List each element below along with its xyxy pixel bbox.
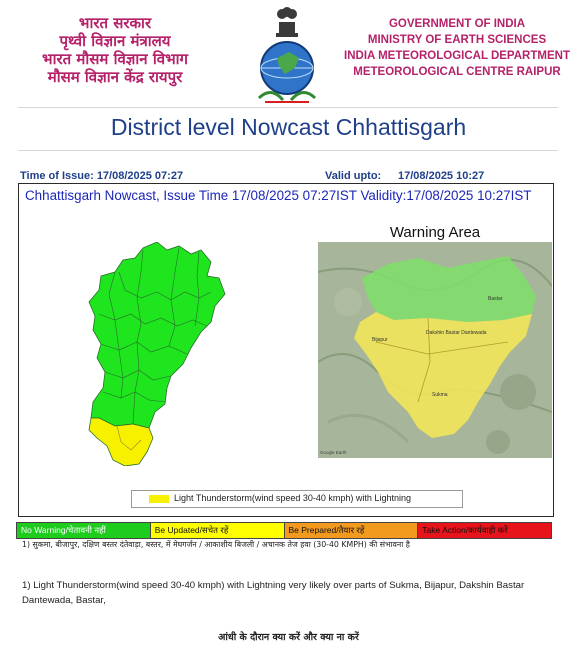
green-region [89, 242, 225, 428]
english-org-block [342, 16, 572, 80]
english-forecast-note: 1) Light Thunderstorm(wind speed 30-40 kmph) with Lightning very likely over parts of Sukma, Bijapur, Dakshin Bastar Dantewada, Bastar, [22, 580, 525, 606]
hindi-org-line-4: मौसम विज्ञान केंद्र रायपुर [47, 68, 183, 86]
english-org-line-2: MINISTRY OF EARTH SCIENCES [367, 34, 547, 46]
legend-text: Light Thunderstorm(wind speed 30-40 kmph) with Lightning [174, 493, 411, 503]
legend-box [131, 490, 463, 508]
valid-upto-value: 17/08/2025 10:27 [398, 170, 485, 182]
warning-area-title: Warning Area [389, 224, 481, 241]
valid-upto-label: Valid upto: [325, 170, 382, 182]
imd-emblem-icon [255, 6, 319, 106]
english-org-line-1: GOVERNMENT OF INDIA [388, 18, 526, 30]
nowcast-panel [18, 183, 554, 517]
footer-dos-donts: आंधी के दौरान क्या करें और क्या ना करें [218, 632, 359, 643]
warning-area-map [318, 242, 552, 458]
level-take-action: Take Action/कार्यवाही करें [418, 523, 551, 538]
level-be-updated: Be Updated/सचेत रहें [151, 523, 285, 538]
nowcast-heading: Chhattisgarh Nowcast, Issue Time 17/08/2025 07:27IST Validity:17/08/2025 10:27IST [25, 188, 532, 203]
english-org-line-4: METEOROLOGICAL CENTRE RAIPUR [353, 66, 561, 78]
hindi-org-line-1: भारत सरकार [78, 14, 152, 32]
hindi-org-line-3: भारत मौसम विज्ञान विभाग [42, 50, 188, 68]
map-credit: Google Earth [320, 450, 347, 455]
hindi-org-block [20, 14, 210, 86]
hindi-org-line-2: पृथ्वी विज्ञान मंत्रालय [59, 32, 171, 50]
warning-level-strip [16, 522, 552, 539]
map-label-dantewada: Dakshin Bastar Dantewada [426, 330, 487, 336]
map-label-bastar: Bastar [488, 296, 503, 302]
chhattisgarh-district-map [79, 242, 239, 466]
title-divider [18, 150, 558, 151]
legend-yellow-swatch [149, 495, 169, 503]
map-label-sukma: Sukma [432, 392, 448, 398]
issue-time: Time of Issue: 17/08/2025 07:27 [20, 170, 184, 182]
hindi-forecast-note: 1) सुकमा, बीजापुर, दक्षिण बस्तर दंतेवाड़ा, बस्तर, में मेघगर्जन / आकाशीय बिजली / अचानक तेज हवा (30-40 KMPH) की संभावना है [22, 540, 410, 549]
level-be-prepared: Be Prepared/तैयार रहें [285, 523, 419, 538]
level-no-warning: No Warning/चेतावनी नहीं [17, 523, 151, 538]
english-org-line-3: INDIA METEOROLOGICAL DEPARTMENT [344, 50, 570, 62]
page-title: District level Nowcast Chhattisgarh [110, 114, 467, 140]
map-label-bijapur: Bijapur [372, 337, 388, 343]
header-divider [18, 107, 558, 108]
